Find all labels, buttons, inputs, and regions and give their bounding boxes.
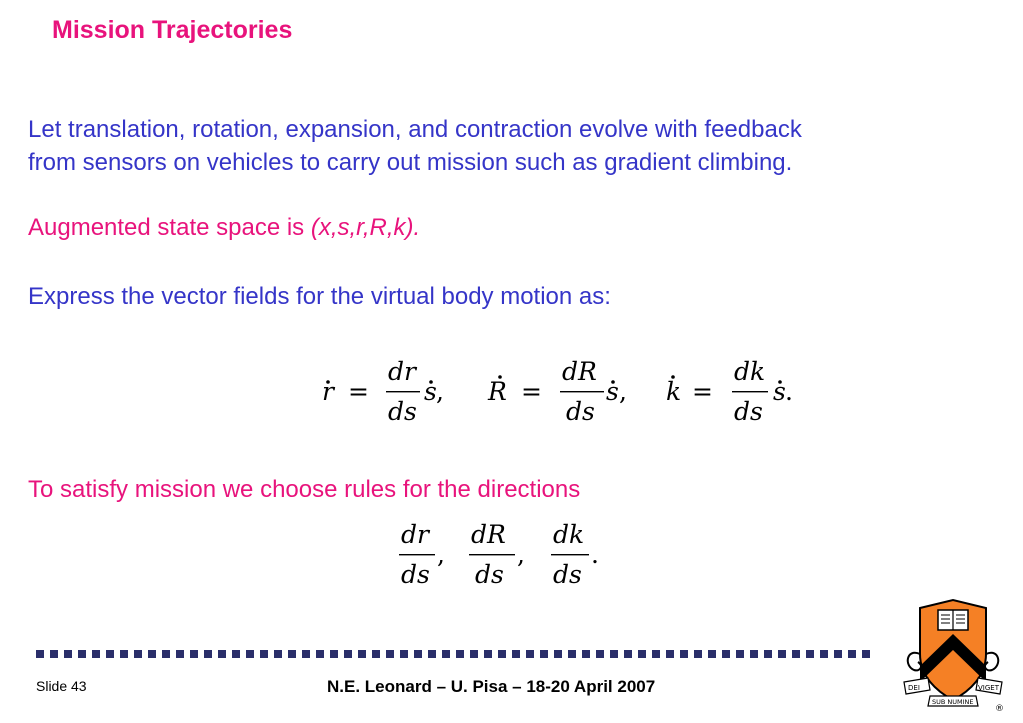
fraction-bar bbox=[386, 391, 420, 392]
slide-number: Slide 43 bbox=[36, 678, 87, 694]
rhs-s: s bbox=[606, 377, 619, 406]
numerator-dr: dr bbox=[401, 520, 429, 549]
lhs-r: r bbox=[322, 377, 334, 406]
denominator-ds: ds bbox=[401, 560, 430, 589]
left-scroll-icon bbox=[908, 653, 921, 671]
state-space-paragraph bbox=[28, 211, 420, 244]
motto-right: VIGET bbox=[978, 684, 999, 692]
registered-mark: ® bbox=[995, 704, 1004, 714]
direction-fractions bbox=[395, 518, 615, 598]
numerator-dk: dk bbox=[553, 520, 585, 549]
fraction-bar bbox=[560, 391, 604, 392]
fraction-bar bbox=[469, 554, 515, 555]
velocity-equation bbox=[318, 355, 798, 435]
equals-sign: = bbox=[521, 377, 542, 406]
fraction-bar bbox=[551, 554, 589, 555]
equals-sign: = bbox=[692, 377, 713, 406]
denominator-ds: ds bbox=[475, 560, 504, 589]
princeton-shield-logo bbox=[898, 596, 1008, 714]
numerator-dk: dk bbox=[734, 357, 766, 386]
period: . bbox=[591, 540, 599, 569]
comma: , bbox=[437, 540, 445, 569]
motto-left: DEI bbox=[908, 684, 920, 692]
state-space-label: Augmented state space is bbox=[28, 214, 311, 241]
right-scroll-icon bbox=[985, 653, 998, 671]
equals-sign: = bbox=[348, 377, 369, 406]
footer-credit: N.E. Leonard – U. Pisa – 18-20 April 2007 bbox=[327, 677, 656, 696]
comma: , bbox=[436, 377, 444, 406]
comma: , bbox=[517, 540, 525, 569]
comma: , bbox=[619, 377, 627, 406]
denominator-ds: ds bbox=[553, 560, 582, 589]
denominator-ds: ds bbox=[388, 397, 417, 426]
state-space-tuple: (x,s,r,R,k). bbox=[310, 214, 421, 241]
fraction-bar bbox=[732, 391, 768, 392]
numerator-dr: dr bbox=[388, 357, 416, 386]
slide-title: Mission Trajectories bbox=[52, 16, 293, 44]
lhs-R: R bbox=[488, 377, 507, 406]
directions-paragraph: To satisfy mission we choose rules for the directions bbox=[28, 476, 581, 503]
denominator-ds: ds bbox=[734, 397, 763, 426]
fraction-bar bbox=[399, 554, 435, 555]
denominator-ds: ds bbox=[566, 397, 595, 426]
rhs-s: s bbox=[773, 377, 786, 406]
intro-paragraph: Let translation, rotation, expansion, and contraction evolve with feedback from sensors on vehicles to carry out mission such as gradient climbing. bbox=[28, 116, 802, 176]
vector-field-paragraph: Express the vector fields for the virtual body motion as: bbox=[28, 283, 611, 310]
numerator-dR: dR bbox=[562, 357, 597, 386]
numerator-dR: dR bbox=[471, 520, 506, 549]
period: . bbox=[785, 377, 793, 406]
footer-divider bbox=[36, 650, 876, 658]
rhs-s: s bbox=[424, 377, 437, 406]
motto-bottom: SUB NUMINE bbox=[932, 698, 974, 706]
lhs-k: k bbox=[666, 377, 682, 406]
